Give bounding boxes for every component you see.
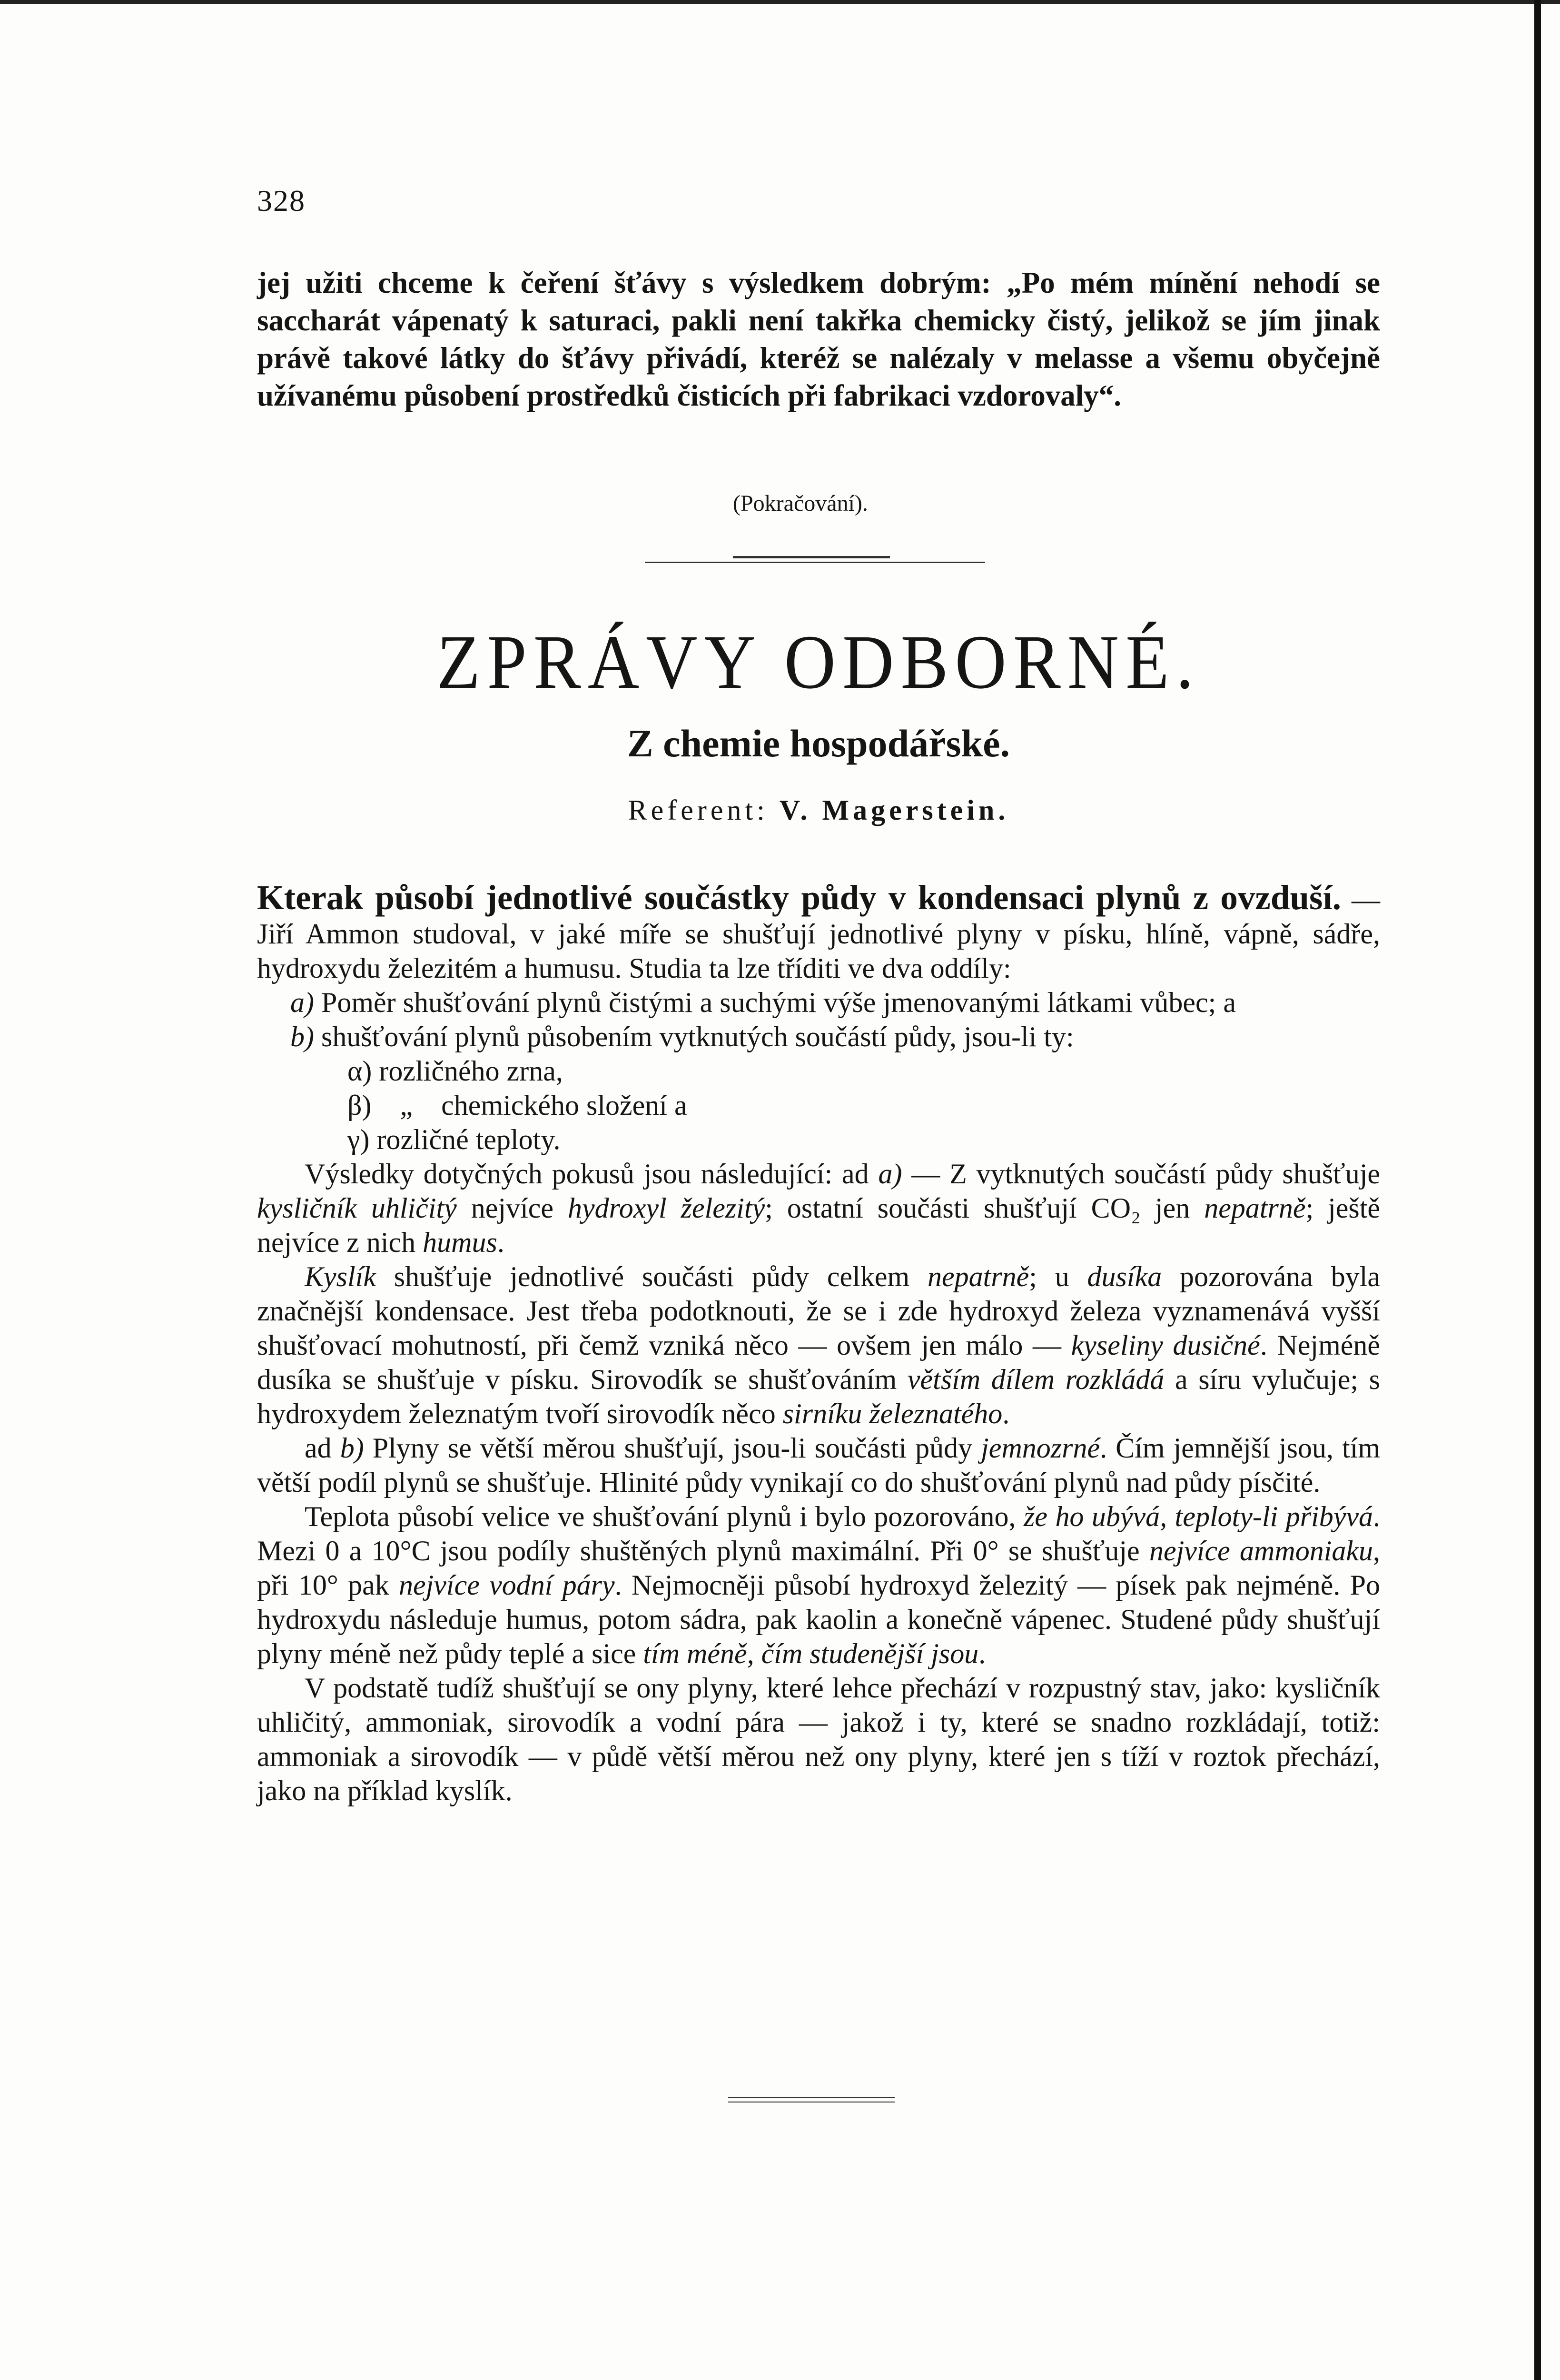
emphasis: nepatrně: [927, 1261, 1029, 1292]
continuation-note: (Pokračování).: [733, 491, 868, 516]
article: [257, 878, 1381, 1808]
emphasis: kysličník uhličitý: [257, 1192, 457, 1224]
text-run: a síru vylučuje; s hydroxydem železnatým tvoří sirovodík něco: [257, 1364, 1381, 1429]
emphasis: kyseliny dusičné: [1071, 1329, 1260, 1361]
text-run: , při 10° pak: [257, 1535, 1381, 1601]
emphasis: tím méně, čím studenější jsou: [643, 1638, 979, 1669]
emphasis: nepatrně: [1204, 1192, 1306, 1224]
page-number: 328: [257, 184, 306, 218]
emphasis: hydroxyl železitý: [567, 1192, 765, 1224]
sublist-alpha: α) rozličného zrna,: [347, 1055, 563, 1087]
referent-label: Referent:: [628, 794, 769, 826]
text-run: ad: [305, 1432, 332, 1464]
emphasis: humus: [423, 1227, 497, 1258]
text-run: . Čím jemnější jsou, tím větší podíl plynů se shušťuje. Hlinité půdy vynikají co do shušťování plynů nad půdy písčité.: [257, 1432, 1381, 1498]
referent-name: V. Magerstein.: [779, 794, 1009, 826]
text-run: ; u: [1029, 1261, 1069, 1292]
emphasis: nejvíce ammoniaku: [1149, 1535, 1373, 1567]
emphasis: sirníku železnatého: [782, 1398, 1003, 1429]
article-p1: — Jiří Ammon studoval, v jaké míře se shušťují jednotlivé plyny v písku, hlíně, vápně, sádře, hydroxydu železitém a humusu. Studia ta lze tříditi ve dva oddíly:: [257, 884, 1380, 984]
text-run: pozorována byla značnější kondensace. Jest třeba podotknouti, že se i zde hydroxyd železa vyznamenává vyšší shušťovací mohutností, při čemž vzniká něco — ovšem jen málo —: [257, 1261, 1381, 1361]
emphasis: že ho ubývá, teploty-li přibývá: [1024, 1501, 1373, 1532]
paragraph-grain: [257, 1431, 1380, 1499]
ref-b: b): [340, 1432, 364, 1464]
emphasis: dusíka: [1087, 1261, 1162, 1292]
section-title: ZPRÁVY ODBORNÉ.: [436, 619, 1201, 705]
list-label-a: a): [290, 987, 314, 1018]
text-run: . Nejméně dusíka se shušťuje v písku. Sirovodík se shušťováním: [257, 1329, 1381, 1395]
divider-rule: [645, 562, 985, 563]
article-title: Kterak působí jednotlivé součástky půdy v kondensaci plynů z ovzduší.: [257, 878, 1341, 917]
text-run: . Mezi 0 a 10°C jsou podíly shuštěných plynů maximální. Při 0° se shušťuje: [257, 1501, 1380, 1567]
text-run: shušťuje jednotlivé součásti půdy celkem: [394, 1261, 910, 1292]
text-run: nejvíce: [471, 1192, 553, 1224]
text-run: ; ještě nejvíce z nich: [257, 1192, 1381, 1258]
list-text-b: shušťování plynů působením vytknutých součástí půdy, jsou-li ty:: [321, 1021, 1074, 1052]
emphasis: Kyslík: [305, 1261, 376, 1292]
text-run: Výsledky dotyčných pokusů jsou následující: ad: [305, 1158, 869, 1190]
article-intro: [257, 878, 1380, 985]
end-rule: [728, 2097, 895, 2098]
scan-top-edge: [0, 0, 1560, 4]
emphasis: jemnozrné: [981, 1432, 1100, 1464]
list-item-b: [257, 1020, 1380, 1054]
scan-right-edge: [1534, 0, 1541, 2380]
text-run: ; ostatní součásti shušťují CO₂ jen: [765, 1192, 1190, 1224]
text-run: Teplota působí velice ve shušťování plynů i bylo pozorováno,: [305, 1501, 1016, 1532]
text-run: — Z vytknutých součástí půdy shušťuje: [911, 1158, 1380, 1190]
referent-line: [257, 794, 1380, 827]
sublist-gamma: γ) rozličné teploty.: [347, 1124, 561, 1155]
list-label-b: b): [290, 1021, 314, 1052]
paragraph-oxygen: [257, 1259, 1380, 1431]
paragraph-results: [257, 1157, 1380, 1259]
paragraph-summary: V podstatě tudíž shušťují se ony plyny, které lehce přechází v rozpustný stav, jako: kysličník uhličitý, ammoniak, sirovodík a vodní pára — jakož i ty, které se snadno rozkládají, totiž: ammoniak a sirovodík — v půdě větší měrou než ony plyny, které jen s tíží v roztok přechází, jako na příklad kyslík.: [257, 1672, 1380, 1806]
emphasis: větším dílem rozkládá: [907, 1364, 1165, 1395]
text-run: .: [978, 1638, 986, 1669]
paragraph-temperature: [257, 1499, 1380, 1671]
text-run: Plyny se větší měrou shušťují, jsou-li součásti půdy: [372, 1432, 973, 1464]
text-run: .: [1002, 1398, 1010, 1429]
emphasis: nejvíce vodní páry: [398, 1569, 615, 1601]
ref-a: a): [878, 1158, 902, 1190]
text-run: .: [497, 1227, 504, 1258]
list-text-a: Poměr shušťování plynů čistými a suchými výše jmenovanými látkami vůbec; a: [321, 987, 1236, 1018]
divider-rule-accent: [733, 556, 890, 558]
text-run: . Nejmocněji působí hydroxyd železitý — písek pak nejméně. Po hydroxydu následuje humus, potom sádra, pak kaolin a konečně vápenec. Studené půdy shušťují plyny méně než půdy teplé a sice: [257, 1569, 1380, 1669]
sublist-beta: β) „ chemického složení a: [347, 1090, 687, 1121]
list-item-a: [257, 985, 1380, 1020]
section-subtitle: Z chemie hospodářské.: [627, 722, 1010, 765]
intro-paragraph: jej užiti chceme k čeření šťávy s výsledkem dobrým: „Po mém mínění nehodí se saccharát vápenatý k saturaci, pakli není takřka chemicky čistý, jelikož se jím jinak právě takové látky do šťávy přivádí, kteréž se nalézaly v melasse a všemu obyčejně užívanému působení prostředků čisticích při fabrikaci vzdorovaly“.: [257, 266, 1380, 412]
